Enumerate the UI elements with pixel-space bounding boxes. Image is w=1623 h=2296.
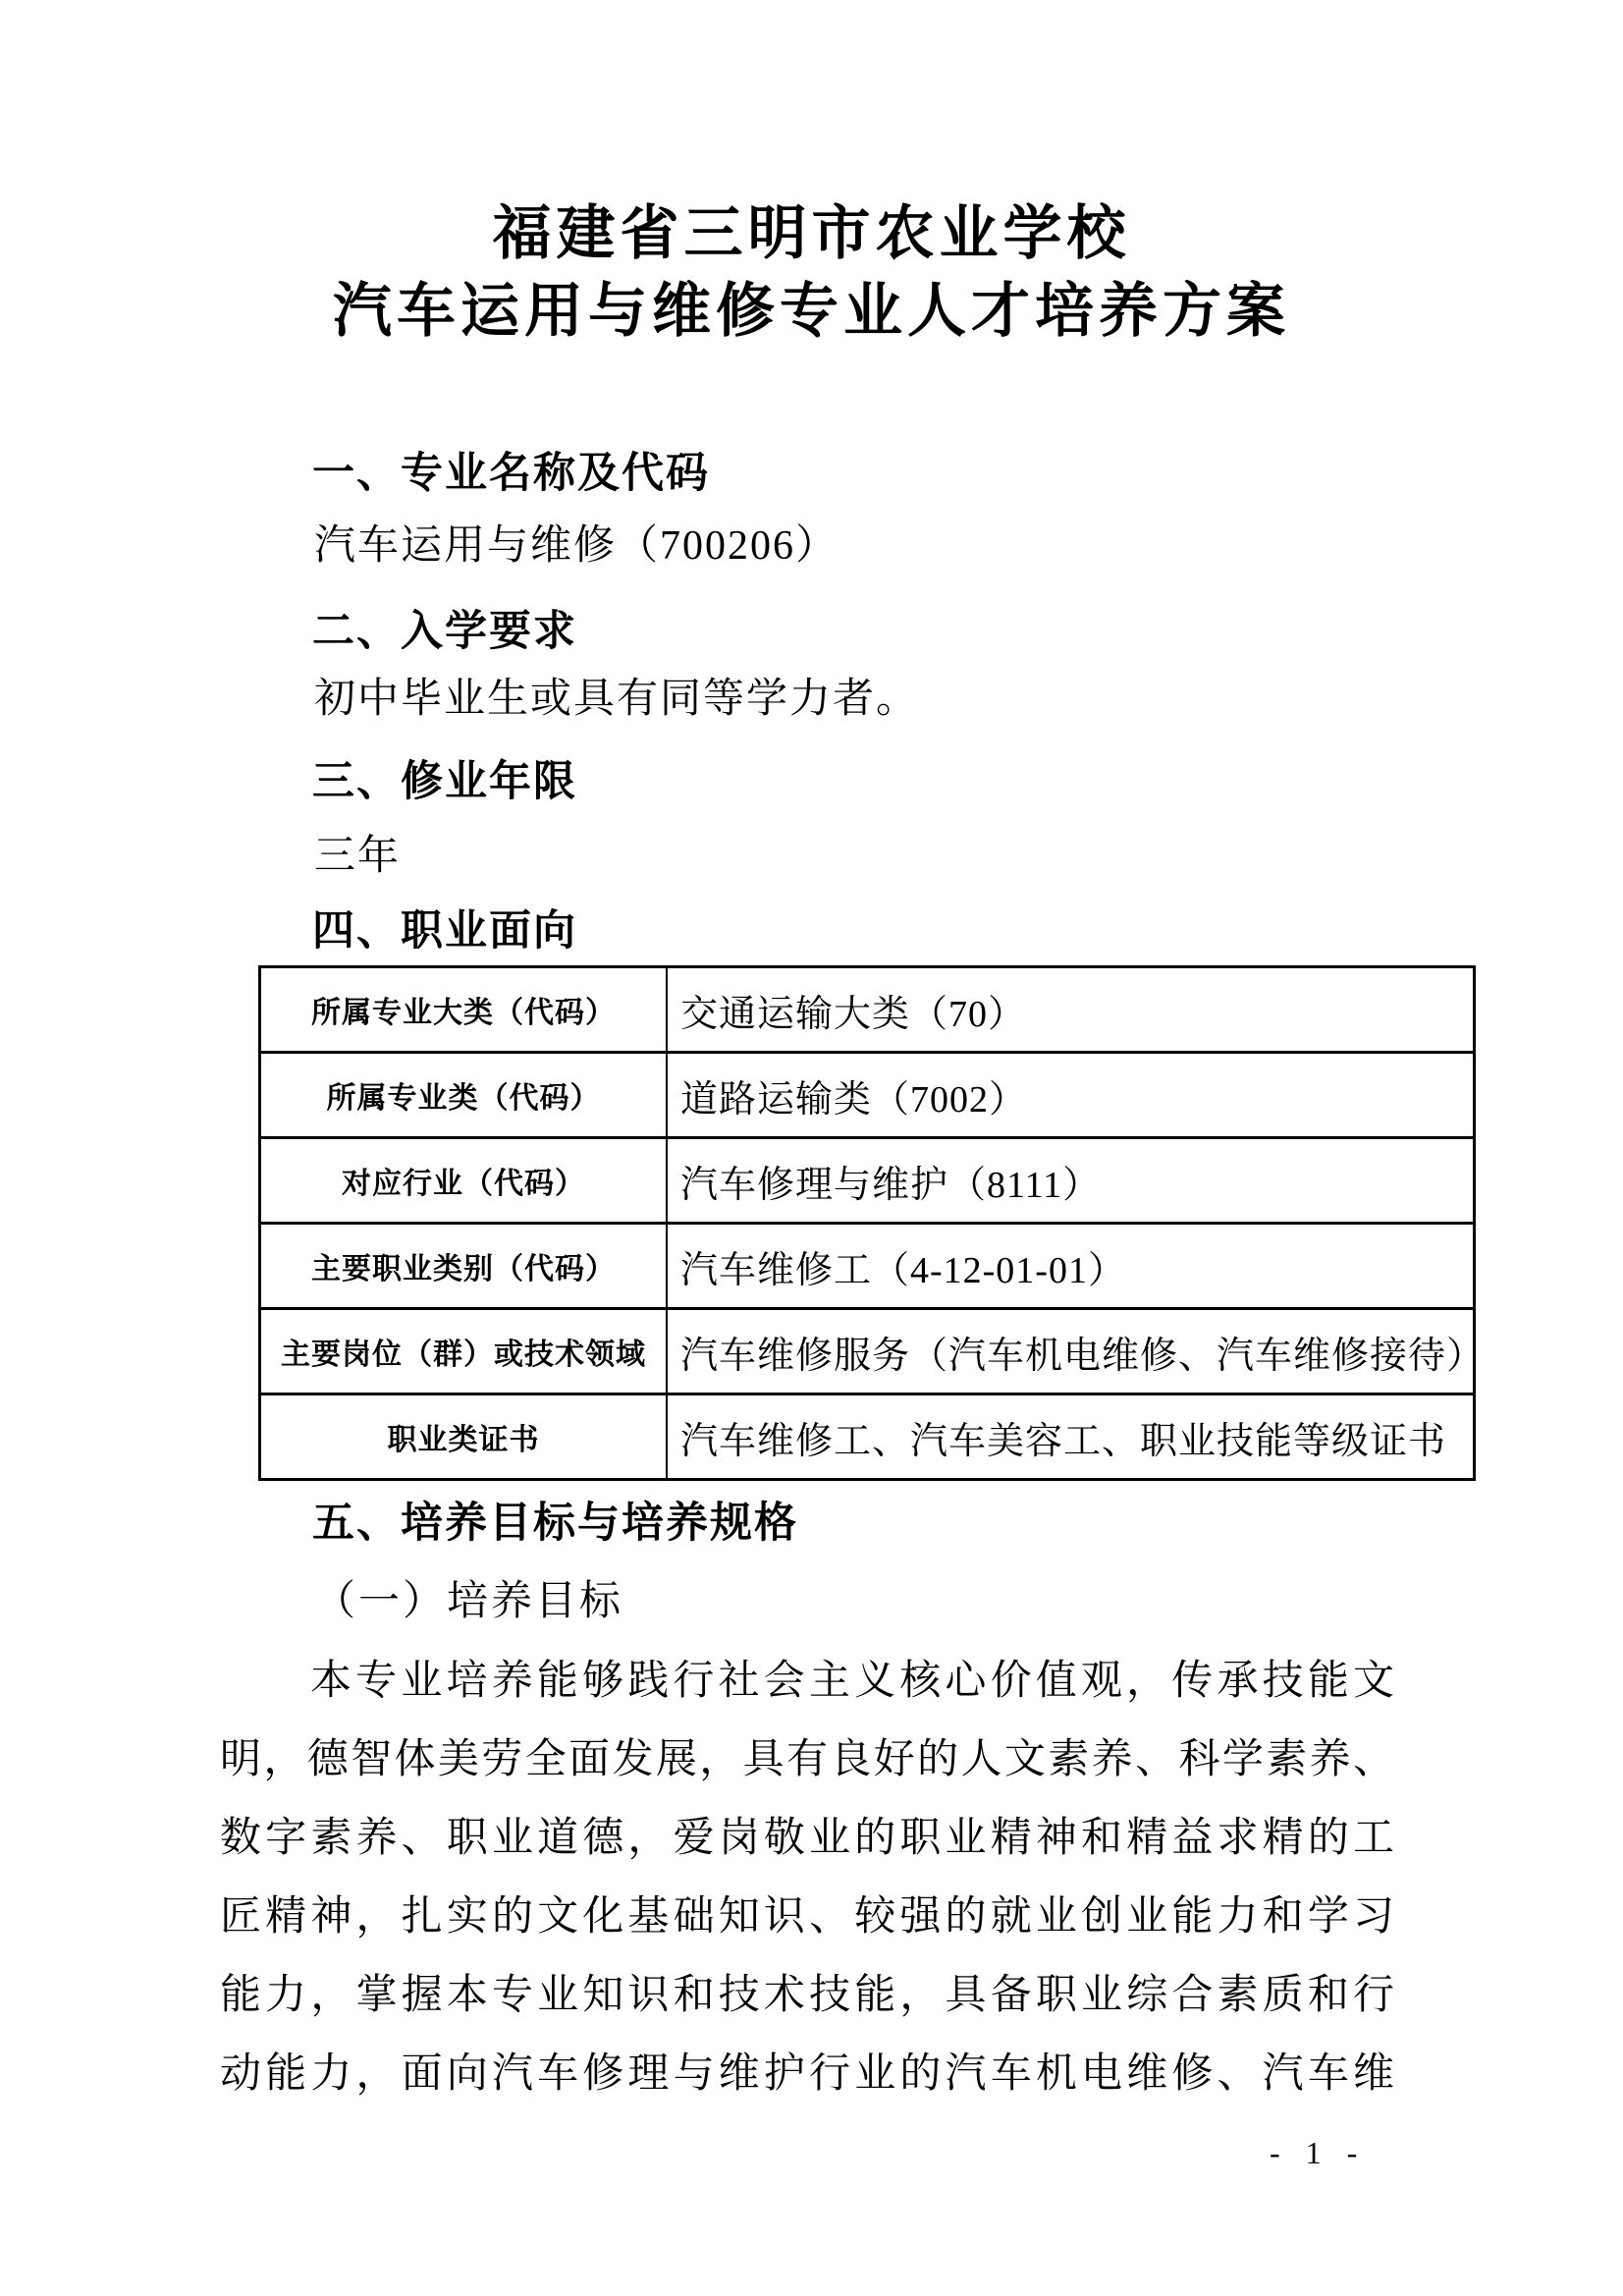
section-heading-major-name-code: 一、专业名称及代码 [312,450,710,497]
table-row [260,1394,1475,1480]
page-number: - 1 - [1270,2135,1367,2170]
table-label-cell: 职业类证书 [260,1394,668,1480]
table-value-cell: 汽车维修工、汽车美容工、职业技能等级证书 [667,1394,1475,1480]
table-row [260,1224,1475,1309]
section-body-study-duration: 三年 [314,834,402,879]
document-title-line-2: 汽车运用与维修专业人才培养方案 [333,279,1290,344]
table-label-cell: 所属专业大类（代码） [260,967,668,1053]
paragraph-line: 动能力，面向汽车修理与维护行业的汽车机电维修、汽车维 [220,2051,1394,2097]
section-heading-study-duration: 三、修业年限 [312,758,577,805]
table-value-cell: 汽车维修服务（汽车机电维修、汽车维修接待） [667,1309,1475,1394]
table-label-cell: 对应行业（代码） [260,1138,668,1224]
table-row [260,967,1475,1053]
paragraph-line: 匠精神，扎实的文化基础知识、较强的就业创业能力和学习 [220,1894,1394,1940]
table-value-cell: 交通运输大类（70） [680,993,1027,1035]
section-heading-training-objectives: 五、培养目标与培养规格 [312,1500,798,1547]
table-label-cell: 主要岗位（群）或技术领域 [260,1309,668,1394]
table-row [260,1138,1475,1224]
section-body-major-name-code: 汽车运用与维修（700206） [314,523,839,569]
document-title-line-1: 福建省三明市农业学校 [492,201,1131,266]
table-value-cell: 汽车修理与维护（8111） [667,1138,1475,1224]
paragraph-line: 本专业培养能够践行社会主义核心价值观，传承技能文 [310,1659,1394,1704]
paragraph-line: 能力，掌握本专业知识和技术技能，具备职业综合素质和行 [220,1973,1394,2018]
table-value-cell: 道路运输类（7002） [667,1053,1475,1138]
section-body-admission-requirements: 初中毕业生或具有同等学力者。 [314,677,920,722]
career-orientation-table [258,965,1486,1481]
subsection-heading-training-objective: （一）培养目标 [314,1579,624,1624]
table-row [260,1053,1475,1138]
paragraph-line: 数字素养、职业道德，爱岗敬业的职业精神和精益求精的工 [220,1816,1394,1861]
table-label-cell: 所属专业类（代码） [260,1053,668,1138]
table-value-cell: 汽车维修工（4-12-01-01） [667,1224,1475,1309]
section-heading-career-orientation: 四、职业面向 [312,907,577,955]
table-row [260,1309,1475,1394]
training-objective-paragraph [220,1642,1394,2113]
paragraph-line: 明，德智体美劳全面发展，具有良好的人文素养、科学素养、 [220,1737,1394,1782]
section-heading-admission-requirements: 二、入学要求 [312,608,577,655]
table-label-cell: 主要职业类别（代码） [260,1224,668,1309]
